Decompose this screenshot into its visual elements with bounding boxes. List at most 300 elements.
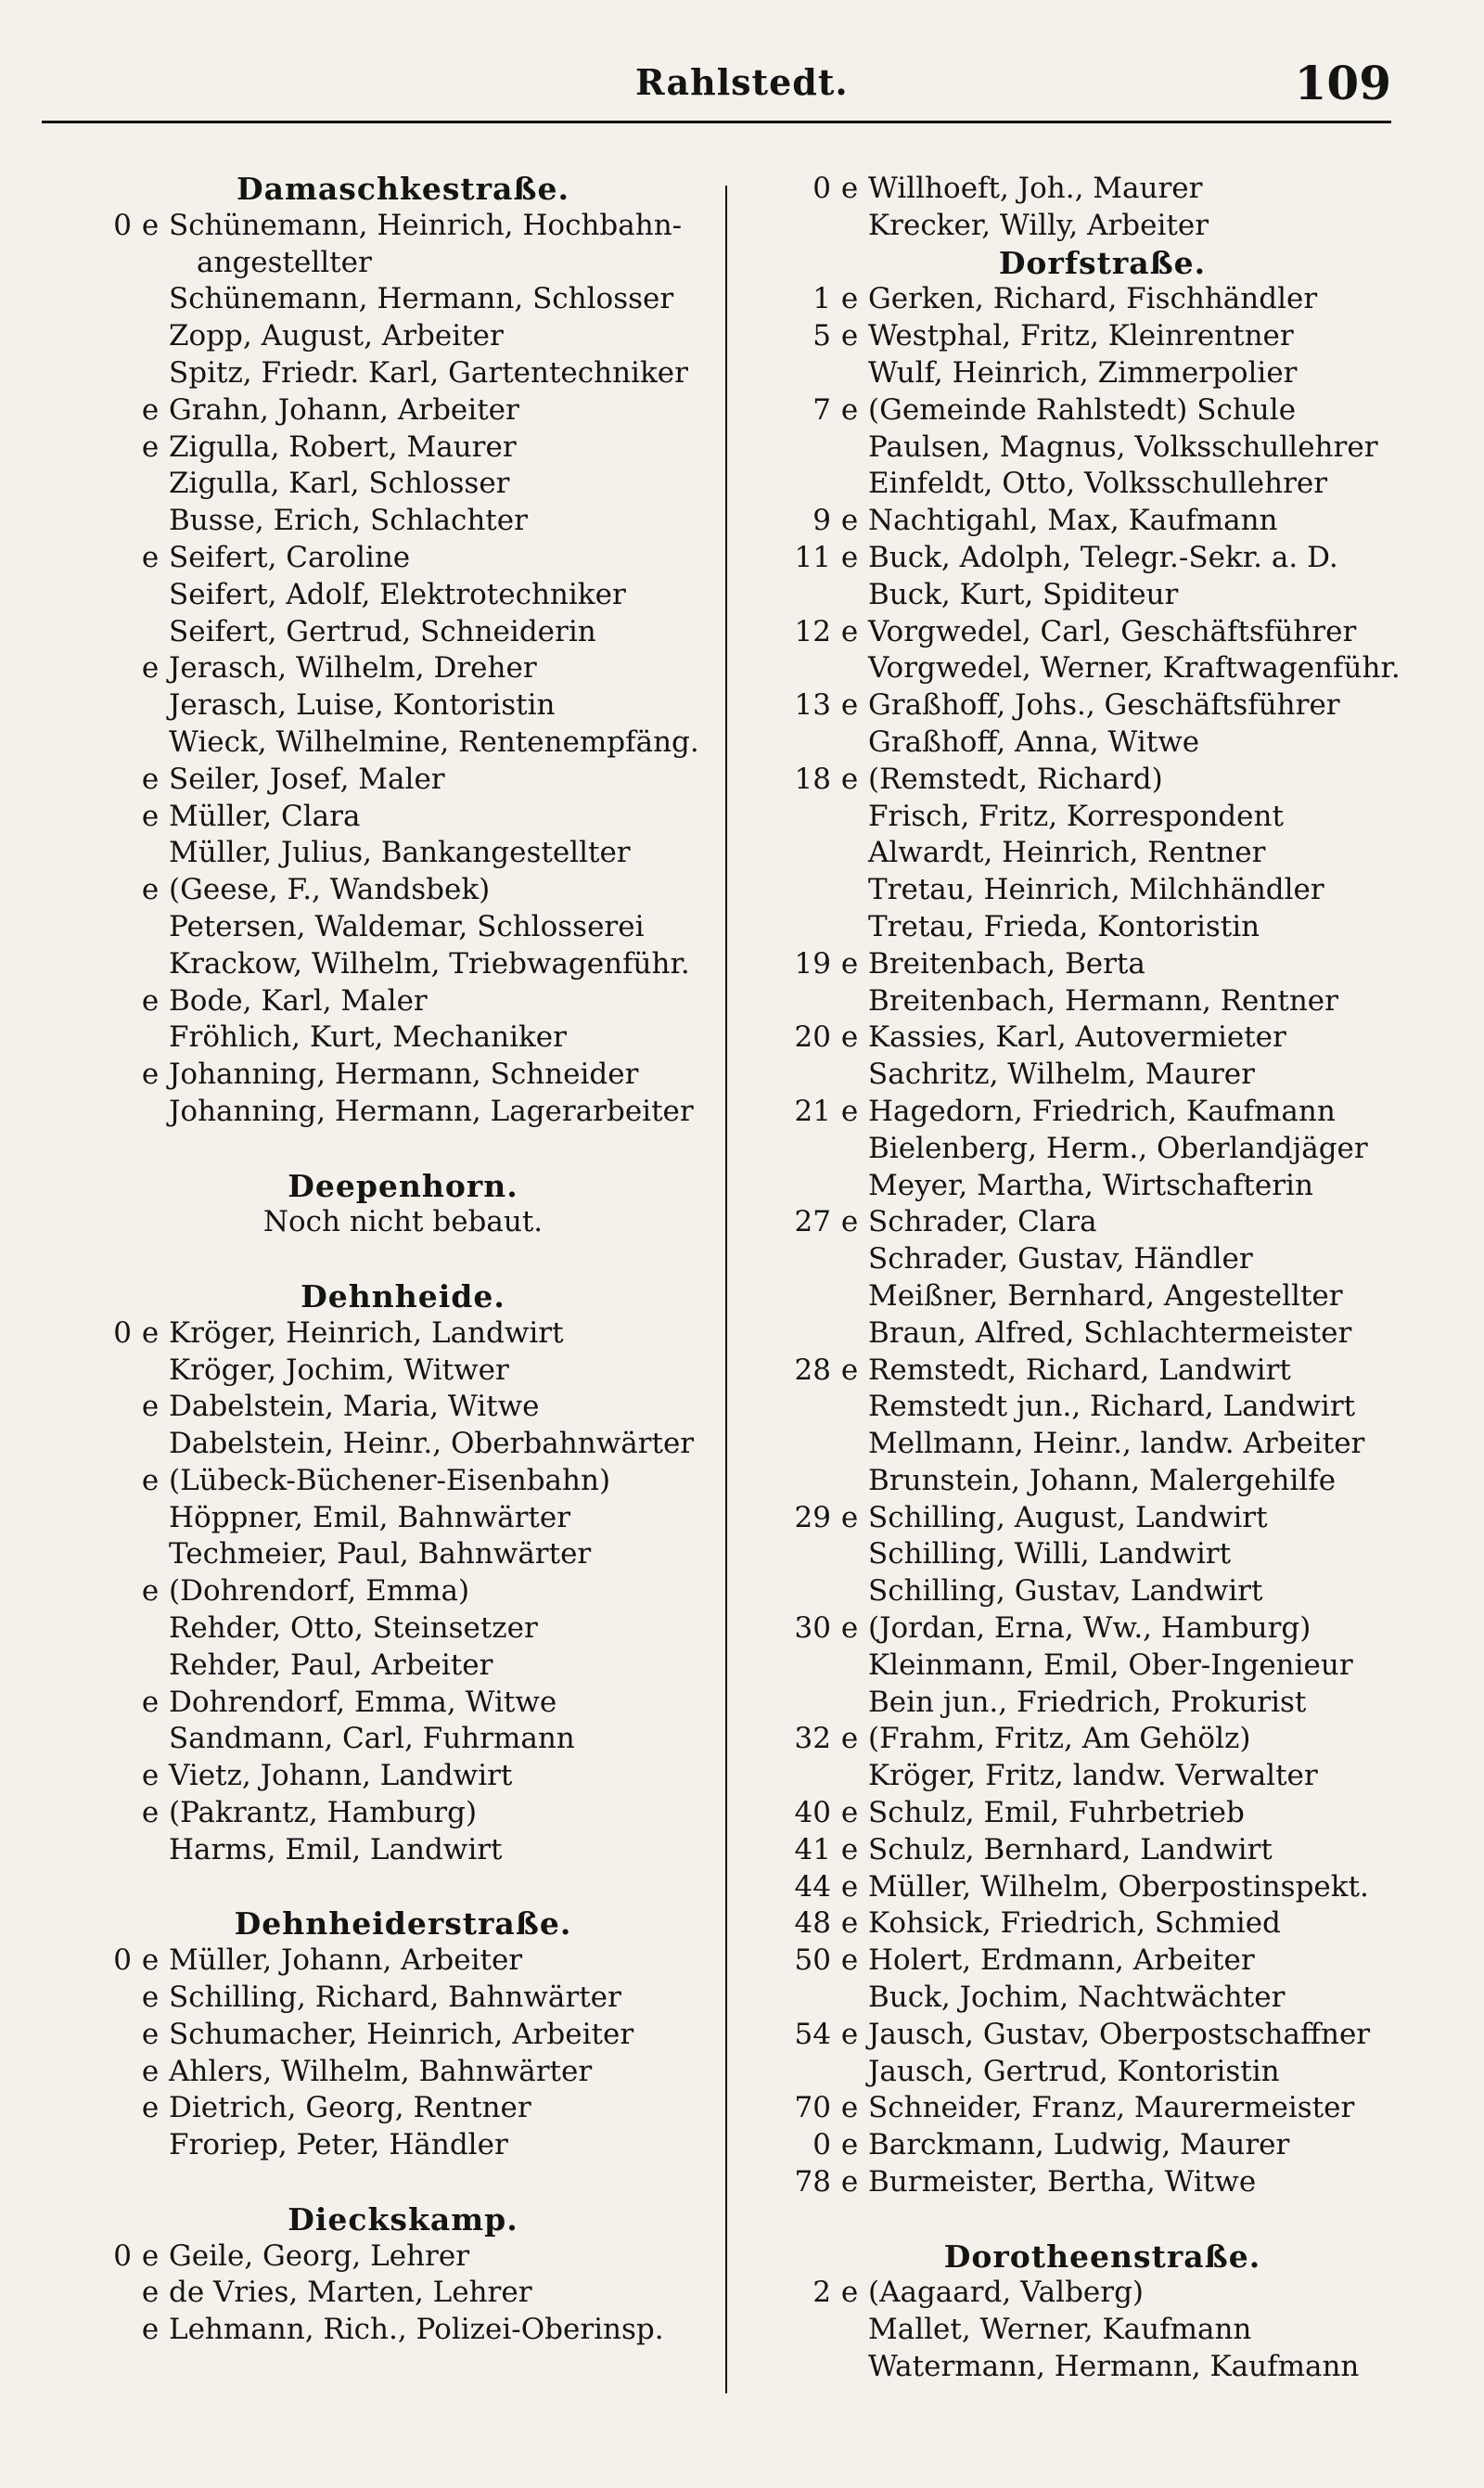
resident-text: Graßhoff, Johs., Geschäftsführer bbox=[868, 688, 1340, 723]
resident-text: Schneider, Franz, Maurermeister bbox=[868, 2091, 1355, 2125]
resident-text: Buck, Kurt, Spiditeur bbox=[868, 577, 1179, 611]
resident-text: Barckmann, Ludwig, Maurer bbox=[868, 2128, 1290, 2162]
resident-entry bbox=[775, 1905, 1429, 1943]
resident-text: de Vries, Marten, Lehrer bbox=[169, 2276, 532, 2310]
resident-text: Zopp, August, Arbeiter bbox=[169, 319, 504, 353]
owner-mark: e bbox=[141, 430, 160, 464]
resident-text: Rehder, Paul, Arbeiter bbox=[169, 1648, 493, 1682]
house-number: 44 bbox=[794, 1869, 831, 1904]
resident-entry bbox=[775, 577, 1429, 614]
resident-entry bbox=[76, 909, 730, 946]
resident-text: (Lübeck-Büchener-Eisenbahn) bbox=[169, 1463, 611, 1497]
house-number: 1 bbox=[812, 282, 831, 316]
owner-mark: e bbox=[840, 504, 859, 538]
street-heading: Dieckskamp. bbox=[288, 2200, 518, 2238]
resident-entry bbox=[76, 281, 730, 318]
resident-text: Alwardt, Heinrich, Rentner bbox=[868, 836, 1266, 870]
resident-entry bbox=[76, 1500, 730, 1537]
resident-text: Kröger, Fritz, landw. Verwalter bbox=[868, 1759, 1318, 1793]
resident-entry bbox=[76, 1943, 730, 1980]
resident-text: angestellter bbox=[197, 245, 372, 279]
resident-text: Krecker, Willy, Arbeiter bbox=[868, 208, 1209, 242]
house-number: 54 bbox=[794, 2017, 831, 2051]
resident-text: Busse, Erich, Schlachter bbox=[169, 504, 528, 538]
resident-text: Petersen, Waldemar, Schlosserei bbox=[169, 909, 645, 943]
resident-text: Dietrich, Georg, Rentner bbox=[169, 2091, 531, 2125]
resident-entry bbox=[775, 355, 1429, 392]
owner-mark: e bbox=[141, 1943, 160, 1978]
resident-text: Johanning, Hermann, Lagerarbeiter bbox=[169, 1094, 694, 1128]
resident-entry bbox=[775, 799, 1429, 836]
resident-entry bbox=[775, 1536, 1429, 1573]
resident-text: Zigulla, Karl, Schlosser bbox=[169, 467, 510, 501]
resident-entry bbox=[775, 1832, 1429, 1869]
owner-mark: e bbox=[141, 873, 160, 907]
resident-entry bbox=[775, 1610, 1429, 1648]
resident-entry bbox=[775, 1869, 1429, 1906]
resident-text: Techmeier, Paul, Bahnwärter bbox=[169, 1537, 592, 1571]
resident-text: Meißner, Bernhard, Angestellter bbox=[868, 1278, 1343, 1313]
resident-entry bbox=[76, 2017, 730, 2054]
house-number: 13 bbox=[794, 688, 831, 723]
resident-entry bbox=[76, 2127, 730, 2164]
resident-text: Schumacher, Heinrich, Arbeiter bbox=[169, 2017, 634, 2051]
resident-text: Gerken, Richard, Fischhändler bbox=[868, 282, 1318, 316]
resident-entry bbox=[775, 1057, 1429, 1094]
resident-text: Kleinmann, Emil, Ober-Ingenieur bbox=[868, 1648, 1353, 1682]
resident-text: Jausch, Gertrud, Kontoristin bbox=[868, 2054, 1280, 2088]
resident-text: Jausch, Gustav, Oberpostschaffner bbox=[868, 2017, 1371, 2051]
resident-text: Breitenbach, Berta bbox=[868, 946, 1145, 981]
owner-mark: e bbox=[141, 2017, 160, 2051]
resident-text: Schünemann, Heinrich, Hochbahn- bbox=[169, 208, 683, 242]
resident-entry bbox=[775, 392, 1429, 430]
resident-entry bbox=[775, 2017, 1429, 2054]
resident-text: Rehder, Otto, Steinsetzer bbox=[169, 1611, 538, 1646]
owner-mark: e bbox=[141, 651, 160, 686]
owner-mark: e bbox=[141, 1315, 160, 1350]
resident-text: Müller, Johann, Arbeiter bbox=[169, 1943, 523, 1978]
resident-text: Kröger, Heinrich, Landwirt bbox=[169, 1315, 564, 1350]
resident-entry bbox=[775, 872, 1429, 909]
resident-entry bbox=[76, 799, 730, 836]
owner-mark: e bbox=[840, 1869, 859, 1904]
entry-continuation bbox=[76, 245, 730, 282]
resident-text: Graßhoff, Anna, Witwe bbox=[868, 725, 1200, 759]
resident-text: Schilling, Gustav, Landwirt bbox=[868, 1574, 1263, 1609]
resident-entry bbox=[76, 1426, 730, 1463]
resident-entry bbox=[775, 762, 1429, 799]
resident-text: Bein jun., Friedrich, Prokurist bbox=[868, 1685, 1307, 1719]
resident-entry bbox=[775, 2054, 1429, 2091]
resident-text: Meyer, Martha, Wirtschafterin bbox=[868, 1168, 1313, 1202]
house-number: 0 bbox=[113, 1943, 132, 1978]
house-number: 11 bbox=[794, 540, 831, 574]
header-rule bbox=[42, 121, 1391, 123]
street-note: Noch nicht bebaut. bbox=[262, 1205, 544, 1239]
resident-text: Müller, Julius, Bankangestellter bbox=[169, 836, 631, 870]
owner-mark: e bbox=[840, 946, 859, 981]
street-heading: Dorfstraße. bbox=[998, 244, 1207, 281]
resident-text: Kröger, Jochim, Witwer bbox=[169, 1353, 509, 1387]
resident-entry bbox=[76, 650, 730, 687]
house-number: 0 bbox=[812, 2128, 831, 2162]
section-spacer bbox=[775, 2201, 1429, 2238]
page-header bbox=[42, 56, 1391, 126]
resident-entry bbox=[775, 687, 1429, 725]
section-spacer bbox=[76, 1869, 730, 1906]
resident-entry bbox=[775, 983, 1429, 1020]
house-number: 19 bbox=[794, 946, 831, 981]
resident-entry bbox=[775, 1168, 1429, 1205]
resident-text: Spitz, Friedr. Karl, Gartentechniker bbox=[169, 355, 688, 390]
resident-text: Ahlers, Wilhelm, Bahnwärter bbox=[169, 2054, 593, 2088]
house-number: 5 bbox=[812, 319, 831, 353]
owner-mark: e bbox=[141, 1685, 160, 1719]
resident-text: (Geese, F., Wandsbek) bbox=[169, 873, 491, 907]
resident-entry bbox=[775, 1315, 1429, 1353]
resident-text: Schilling, Willi, Landwirt bbox=[868, 1537, 1232, 1571]
resident-text: Froriep, Peter, Händler bbox=[169, 2128, 508, 2162]
resident-text: Bielenberg, Herm., Oberlandjäger bbox=[868, 1131, 1368, 1165]
owner-mark: e bbox=[141, 799, 160, 833]
owner-mark: e bbox=[840, 2165, 859, 2199]
resident-text: Dabelstein, Maria, Witwe bbox=[169, 1390, 540, 1424]
resident-text: Vorgwedel, Werner, Kraftwagenführ. bbox=[868, 651, 1401, 686]
owner-mark: e bbox=[840, 1906, 859, 1941]
resident-entry bbox=[76, 1020, 730, 1057]
resident-entry bbox=[775, 466, 1429, 503]
owner-mark: e bbox=[840, 172, 859, 205]
resident-entry bbox=[76, 835, 730, 872]
owner-mark: e bbox=[141, 1981, 160, 2015]
house-number: 41 bbox=[794, 1832, 831, 1866]
house-number: 0 bbox=[812, 172, 831, 205]
resident-entry bbox=[775, 2312, 1429, 2349]
running-title: Rahlstedt. bbox=[635, 61, 849, 103]
owner-mark: e bbox=[840, 2091, 859, 2125]
resident-entry bbox=[76, 1315, 730, 1353]
house-number: 28 bbox=[794, 1353, 831, 1387]
resident-entry bbox=[775, 835, 1429, 872]
resident-entry bbox=[76, 208, 730, 245]
resident-text: Grahn, Johann, Arbeiter bbox=[169, 392, 519, 427]
resident-entry bbox=[775, 909, 1429, 946]
left-column bbox=[76, 171, 730, 2349]
resident-entry bbox=[76, 1685, 730, 1722]
resident-entry bbox=[76, 725, 730, 762]
resident-entry bbox=[76, 1980, 730, 2017]
street-heading: Damaschkestraße. bbox=[237, 171, 569, 207]
resident-entry bbox=[76, 430, 730, 467]
owner-mark: e bbox=[141, 1574, 160, 1609]
resident-text: Krackow, Wilhelm, Triebwagenführ. bbox=[169, 946, 690, 981]
house-number: 0 bbox=[113, 208, 132, 242]
resident-entry bbox=[76, 1057, 730, 1094]
owner-mark: e bbox=[840, 1205, 859, 1239]
resident-text: Nachtigahl, Max, Kaufmann bbox=[868, 504, 1278, 538]
resident-text: Jerasch, Wilhelm, Dreher bbox=[169, 651, 537, 686]
resident-text: Holert, Erdmann, Arbeiter bbox=[868, 1943, 1255, 1978]
house-number: 27 bbox=[794, 1205, 831, 1239]
house-number: 21 bbox=[794, 1094, 831, 1128]
resident-entry bbox=[775, 1721, 1429, 1758]
resident-text: Watermann, Hermann, Kaufmann bbox=[868, 2350, 1360, 2384]
resident-entry bbox=[76, 2312, 730, 2349]
resident-text: Willhoeft, Joh., Maurer bbox=[868, 172, 1203, 205]
resident-text: Buck, Adolph, Telegr.-Sekr. a. D. bbox=[868, 540, 1338, 574]
resident-text: Tretau, Heinrich, Milchhändler bbox=[868, 873, 1324, 907]
resident-entry bbox=[775, 1648, 1429, 1685]
owner-mark: e bbox=[840, 614, 859, 648]
resident-text: Vorgwedel, Carl, Geschäftsführer bbox=[868, 614, 1357, 648]
resident-entry bbox=[775, 1500, 1429, 1537]
resident-entry bbox=[775, 1980, 1429, 2017]
owner-mark: e bbox=[141, 208, 160, 242]
resident-entry bbox=[76, 355, 730, 392]
owner-mark: e bbox=[141, 2276, 160, 2310]
resident-text: Frisch, Fritz, Korrespondent bbox=[868, 799, 1284, 833]
owner-mark: e bbox=[141, 1390, 160, 1424]
resident-text: Einfeldt, Otto, Volksschullehrer bbox=[868, 467, 1328, 501]
resident-entry bbox=[76, 577, 730, 614]
owner-mark: e bbox=[840, 2017, 859, 2051]
street-heading: Deepenhorn. bbox=[288, 1167, 518, 1204]
owner-mark: e bbox=[141, 2238, 160, 2273]
house-number: 20 bbox=[794, 1020, 831, 1055]
resident-text: Müller, Wilhelm, Oberpostinspekt. bbox=[868, 1869, 1369, 1904]
resident-text: Schrader, Gustav, Händler bbox=[868, 1242, 1253, 1276]
owner-mark: e bbox=[840, 1722, 859, 1756]
owner-mark: e bbox=[840, 392, 859, 427]
resident-entry bbox=[775, 1573, 1429, 1610]
resident-text: Buck, Jochim, Nachtwächter bbox=[868, 1981, 1286, 2015]
resident-text: Remstedt, Richard, Landwirt bbox=[868, 1353, 1291, 1387]
street-heading: Dehnheiderstraße. bbox=[234, 1905, 572, 1943]
resident-text: (Pakrantz, Hamburg) bbox=[169, 1796, 478, 1830]
resident-entry bbox=[76, 614, 730, 651]
resident-entry bbox=[76, 2090, 730, 2127]
street-heading: Dehnheide. bbox=[301, 1277, 505, 1315]
resident-entry bbox=[775, 1426, 1429, 1463]
resident-entry bbox=[775, 2090, 1429, 2127]
resident-text: (Aagaard, Valberg) bbox=[868, 2276, 1145, 2310]
owner-mark: e bbox=[141, 1463, 160, 1497]
resident-text: Schilling, August, Landwirt bbox=[868, 1500, 1268, 1534]
resident-entry bbox=[76, 2054, 730, 2091]
resident-entry bbox=[76, 983, 730, 1020]
resident-entry bbox=[775, 2164, 1429, 2201]
owner-mark: e bbox=[840, 1094, 859, 1128]
owner-mark: e bbox=[141, 1796, 160, 1830]
owner-mark: e bbox=[840, 2276, 859, 2310]
resident-entry bbox=[76, 392, 730, 430]
resident-text: Geile, Georg, Lehrer bbox=[169, 2238, 470, 2273]
house-number: 78 bbox=[794, 2165, 831, 2199]
owner-mark: e bbox=[141, 1058, 160, 1092]
owner-mark: e bbox=[141, 540, 160, 574]
owner-mark: e bbox=[840, 282, 859, 316]
resident-text: Dabelstein, Heinr., Oberbahnwärter bbox=[169, 1427, 695, 1461]
resident-entry bbox=[775, 1685, 1429, 1722]
owner-mark: e bbox=[141, 2091, 160, 2125]
right-column bbox=[775, 171, 1429, 2386]
resident-entry bbox=[775, 208, 1429, 245]
section-spacer bbox=[76, 1131, 730, 1168]
owner-mark: e bbox=[141, 983, 160, 1018]
house-number: 0 bbox=[113, 2238, 132, 2273]
resident-entry bbox=[775, 2275, 1429, 2312]
resident-entry bbox=[76, 1094, 730, 1131]
resident-text: Schilling, Richard, Bahnwärter bbox=[169, 1981, 621, 2015]
resident-text: Burmeister, Bertha, Witwe bbox=[868, 2165, 1257, 2199]
resident-text: Schünemann, Hermann, Schlosser bbox=[169, 282, 674, 316]
resident-text: Vietz, Johann, Landwirt bbox=[169, 1759, 513, 1793]
resident-entry bbox=[76, 946, 730, 983]
resident-entry bbox=[775, 1131, 1429, 1168]
resident-text: (Jordan, Erna, Ww., Hamburg) bbox=[868, 1611, 1311, 1646]
resident-text: Sandmann, Carl, Fuhrmann bbox=[169, 1722, 575, 1756]
column-divider bbox=[725, 186, 727, 2393]
resident-entry bbox=[775, 2127, 1429, 2164]
owner-mark: e bbox=[141, 2313, 160, 2347]
resident-text: Mallet, Werner, Kaufmann bbox=[868, 2313, 1252, 2347]
resident-entry bbox=[775, 281, 1429, 318]
resident-entry bbox=[775, 1020, 1429, 1057]
house-number: 7 bbox=[812, 392, 831, 427]
house-number: 32 bbox=[794, 1722, 831, 1756]
resident-text: Paulsen, Magnus, Volksschullehrer bbox=[868, 430, 1378, 464]
house-number: 70 bbox=[794, 2091, 831, 2125]
resident-text: Harms, Emil, Landwirt bbox=[169, 1832, 503, 1866]
resident-entry bbox=[76, 1832, 730, 1869]
resident-entry bbox=[76, 1721, 730, 1758]
resident-text: Wieck, Wilhelmine, Rentenempfäng. bbox=[169, 725, 699, 759]
resident-entry bbox=[76, 2275, 730, 2312]
resident-entry bbox=[76, 466, 730, 503]
resident-text: Johanning, Hermann, Schneider bbox=[169, 1058, 639, 1092]
resident-text: Seifert, Caroline bbox=[169, 540, 411, 574]
resident-text: Seiler, Josef, Maler bbox=[169, 762, 445, 796]
owner-mark: e bbox=[840, 1353, 859, 1387]
resident-text: Dohrendorf, Emma, Witwe bbox=[169, 1685, 557, 1719]
house-number: 2 bbox=[812, 2276, 831, 2310]
owner-mark: e bbox=[840, 2128, 859, 2162]
owner-mark: e bbox=[840, 540, 859, 574]
resident-text: Höppner, Emil, Bahnwärter bbox=[169, 1500, 571, 1534]
resident-entry bbox=[775, 2349, 1429, 2386]
resident-text: Breitenbach, Hermann, Rentner bbox=[868, 983, 1338, 1018]
resident-text: (Frahm, Fritz, Am Gehölz) bbox=[868, 1722, 1251, 1756]
resident-entry bbox=[775, 1353, 1429, 1390]
house-number: 50 bbox=[794, 1943, 831, 1978]
owner-mark: e bbox=[840, 1611, 859, 1646]
resident-text: Hagedorn, Friedrich, Kaufmann bbox=[868, 1094, 1336, 1128]
page-number: 109 bbox=[1294, 56, 1391, 110]
resident-entry bbox=[775, 1241, 1429, 1278]
section-spacer bbox=[76, 2164, 730, 2201]
house-number: 48 bbox=[794, 1906, 831, 1941]
resident-entry bbox=[76, 1795, 730, 1832]
street-heading: Dorotheenstraße. bbox=[943, 2238, 1261, 2275]
resident-text: Kassies, Karl, Autovermieter bbox=[868, 1020, 1286, 1055]
resident-text: Seifert, Gertrud, Schneiderin bbox=[169, 614, 596, 648]
resident-entry bbox=[775, 614, 1429, 651]
resident-text: (Gemeinde Rahlstedt) Schule bbox=[868, 392, 1297, 427]
resident-entry bbox=[76, 540, 730, 577]
resident-entry bbox=[775, 1463, 1429, 1500]
resident-entry bbox=[76, 1610, 730, 1648]
resident-entry bbox=[76, 1536, 730, 1573]
resident-entry bbox=[775, 725, 1429, 762]
resident-entry bbox=[775, 1204, 1429, 1241]
resident-entry bbox=[76, 872, 730, 909]
owner-mark: e bbox=[141, 392, 160, 427]
resident-text: Seifert, Adolf, Elektrotechniker bbox=[169, 577, 626, 611]
resident-text: Schrader, Clara bbox=[868, 1205, 1097, 1239]
house-number: 18 bbox=[794, 762, 831, 796]
owner-mark: e bbox=[141, 762, 160, 796]
house-number: 9 bbox=[812, 504, 831, 538]
resident-text: Braun, Alfred, Schlachtermeister bbox=[868, 1315, 1352, 1350]
resident-entry bbox=[775, 650, 1429, 687]
resident-entry bbox=[775, 946, 1429, 983]
resident-entry bbox=[76, 687, 730, 725]
resident-text: Zigulla, Robert, Maurer bbox=[169, 430, 517, 464]
resident-text: Sachritz, Wilhelm, Maurer bbox=[868, 1058, 1255, 1092]
resident-entry bbox=[76, 762, 730, 799]
resident-entry bbox=[76, 2238, 730, 2276]
owner-mark: e bbox=[840, 1796, 859, 1830]
resident-text: Mellmann, Heinr., landw. Arbeiter bbox=[868, 1427, 1365, 1461]
resident-entry bbox=[775, 1094, 1429, 1131]
resident-text: Bode, Karl, Maler bbox=[169, 983, 428, 1018]
house-number: 0 bbox=[113, 1315, 132, 1350]
resident-entry bbox=[775, 503, 1429, 540]
owner-mark: e bbox=[141, 1759, 160, 1793]
resident-entry bbox=[775, 1758, 1429, 1795]
resident-entry bbox=[775, 318, 1429, 355]
resident-text: Jerasch, Luise, Kontoristin bbox=[169, 688, 556, 723]
house-number: 29 bbox=[794, 1500, 831, 1534]
resident-entry bbox=[76, 1389, 730, 1426]
house-number: 12 bbox=[794, 614, 831, 648]
section-spacer bbox=[76, 1241, 730, 1278]
resident-entry bbox=[76, 1463, 730, 1500]
resident-entry bbox=[775, 430, 1429, 467]
resident-entry bbox=[76, 318, 730, 355]
owner-mark: e bbox=[840, 688, 859, 723]
resident-text: Schulz, Bernhard, Landwirt bbox=[868, 1832, 1273, 1866]
resident-entry bbox=[76, 1648, 730, 1685]
resident-entry bbox=[76, 1758, 730, 1795]
resident-entry bbox=[775, 1795, 1429, 1832]
owner-mark: e bbox=[840, 1943, 859, 1978]
resident-text: Westphal, Fritz, Kleinrentner bbox=[868, 319, 1294, 353]
house-number: 30 bbox=[794, 1611, 831, 1646]
resident-entry bbox=[76, 1353, 730, 1390]
owner-mark: e bbox=[840, 762, 859, 796]
resident-entry bbox=[775, 540, 1429, 577]
owner-mark: e bbox=[141, 2054, 160, 2088]
resident-text: Fröhlich, Kurt, Mechaniker bbox=[169, 1020, 567, 1055]
resident-text: Kohsick, Friedrich, Schmied bbox=[868, 1906, 1281, 1941]
resident-text: Müller, Clara bbox=[169, 799, 361, 833]
resident-text: Lehmann, Rich., Polizei-Oberinsp. bbox=[169, 2313, 664, 2347]
resident-entry bbox=[775, 1943, 1429, 1980]
resident-text: Brunstein, Johann, Malergehilfe bbox=[868, 1463, 1337, 1497]
resident-text: (Dohrendorf, Emma) bbox=[169, 1574, 470, 1609]
